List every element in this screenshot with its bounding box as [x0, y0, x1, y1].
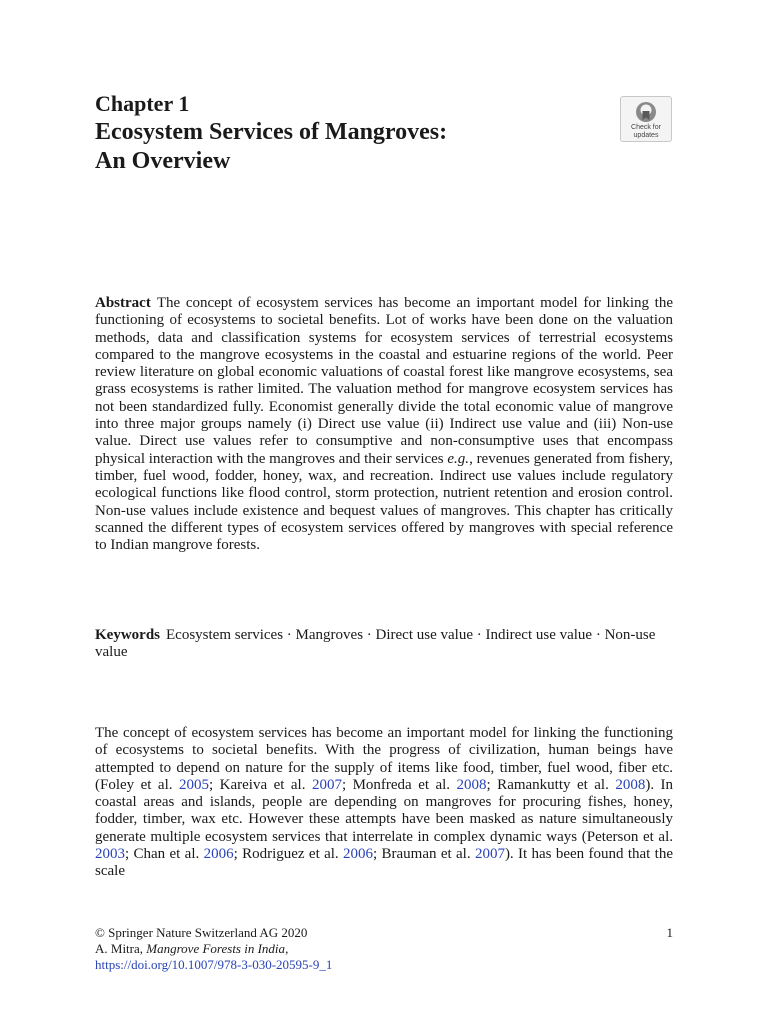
body-text-9: ). It has been found that the scale — [95, 846, 674, 880]
badge-text-line-2: updates — [633, 132, 659, 139]
body-text-8: ; Brauman et al. — [373, 846, 471, 863]
abstract-eg: e.g. — [447, 450, 470, 467]
keywords-label: Keywords — [95, 627, 160, 643]
check-for-updates-badge[interactable] — [620, 96, 672, 142]
bookmark-ribbon-icon — [635, 101, 657, 123]
chapter-title — [95, 118, 615, 176]
chapter-title-line-2: An Overview — [95, 148, 231, 174]
doi-link[interactable]: https://doi.org/10.1007/978-3-030-20595-9_1 — [95, 957, 333, 972]
citation-link[interactable]: 2008 — [615, 776, 646, 793]
page-number: 1 — [666, 925, 673, 940]
body-text-1: The concept of ecosystem services has become an important model for linking the functioning of ecosystems to societal benefits. With the progress of civilization, human beings have attempted to depend on nature for the supply of items like food, timber, fuel wood, fiber etc. (Foley et al. — [95, 725, 673, 793]
body-text-2: ; Kareiva et al. — [209, 776, 306, 793]
abstract-text: The concept of ecosystem services has become an important model for linking the functioning of ecosystems to societal benefits. Lot of works have been done on the valuation methods, data and classification systems for ecosystem services of terrestrial ecosystems compared to the mangrove ecosystems in the coastal and estuarine regions of the world. Peer review literature on global economic valuations of coastal forest like mangrove ecosystems, sea grass ecosystems is rather limited. The valuation method for mangrove ecosystem services has not been standardized fully. Economist generally divide the total economic value of mangrove into three major groups namely (i) Direct use value (ii) Indirect use value and (iii) Non-use value. Direct use values refer to consumptive and non-consumptive uses that encompass physical interaction with the mangroves and their services — [95, 295, 673, 467]
citation-link[interactable]: 2006 — [343, 846, 374, 863]
body-text-7: ; Rodriguez et al. — [233, 846, 339, 863]
chapter-label: Chapter 1 — [95, 91, 190, 116]
comma: , — [285, 941, 289, 956]
body-paragraph — [95, 725, 673, 881]
body-text-4: ; Ramankutty et al. — [486, 776, 609, 793]
author-name: A. Mitra, — [95, 941, 144, 956]
body-text-5: ). In coastal areas and islands, people are depending on mangroves for procuring fishes, honey, fodder, timber, wax etc. However these attempts have been masked as nature simultaneously generate multiple ecosystem services that interrelate in complex dynamic ways (Peterson et al. — [95, 776, 674, 845]
chapter-title-line-1: Ecosystem Services of Mangroves: — [95, 119, 448, 145]
keywords-text: Ecosystem services · Mangroves · Direct use value · Indirect use value · Non-use value — [95, 627, 656, 661]
book-title: Mangrove Forests in India — [146, 941, 286, 956]
abstract-label: Abstract — [95, 295, 151, 311]
abstract-text-after-eg: , revenues generated from fishery, timber, fuel wood, fodder, honey, wax, and recreation. Indirect use values include regulatory ecological functions like flood control, storm protection, nutrient retention and erosion control. Non-use values include existence and bequest values of mangroves. This chapter has critically scanned the different types of ecosystem services offered by mangroves with special reference to Indian mangrove forests. — [95, 450, 673, 554]
abstract-paragraph — [95, 295, 673, 554]
citation-link[interactable]: 2003 — [95, 846, 125, 863]
badge-text-line-1: Check for — [631, 124, 661, 131]
page-footer — [95, 925, 673, 973]
copyright-line: © Springer Nature Switzerland AG 2020 — [95, 925, 308, 940]
citation-link[interactable]: 2006 — [203, 846, 234, 863]
citation-line — [95, 941, 673, 957]
keywords-paragraph — [95, 627, 673, 662]
citation-link[interactable]: 2005 — [179, 776, 209, 793]
body-text-6: ; Chan et al. — [125, 846, 200, 863]
citation-link[interactable]: 2008 — [456, 776, 487, 793]
citation-link[interactable]: 2007 — [311, 776, 342, 793]
body-text-3: ; Monfreda et al. — [341, 776, 451, 793]
chapter-header — [95, 90, 615, 176]
citation-link[interactable]: 2007 — [474, 846, 505, 863]
